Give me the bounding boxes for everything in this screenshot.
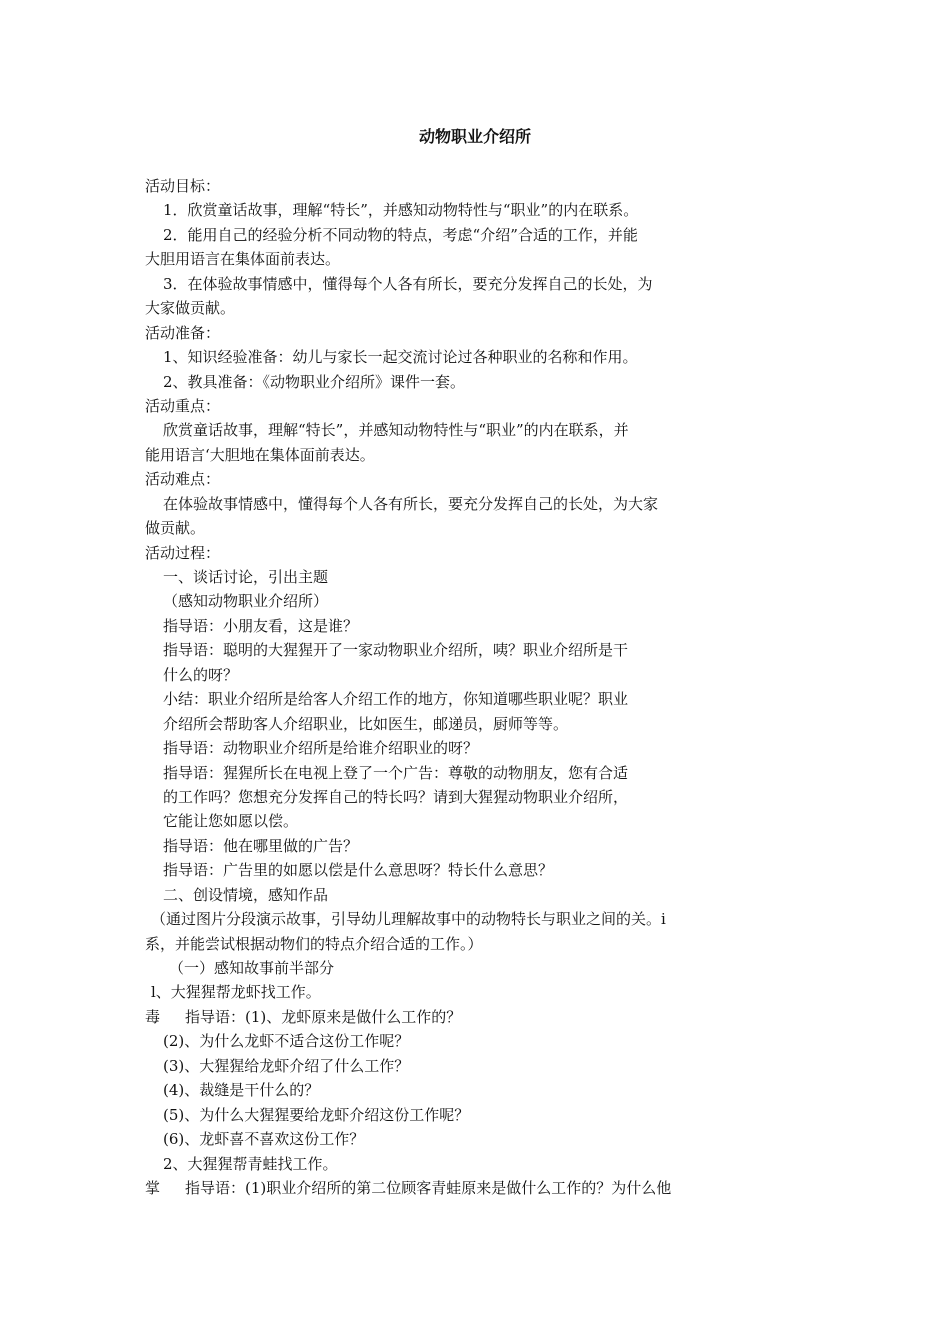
margin-mark: 掌	[145, 1178, 161, 1197]
text-line: (2)、为什么龙虾不适合这份工作呢？	[163, 1032, 410, 1051]
text-line: 什么的呀？	[163, 665, 239, 684]
text-line: 1．欣赏童话故事，理解“特长”，并感知动物特性与“职业”的内在联系。	[163, 201, 639, 220]
text-line: (4)、裁缝是干什么的？	[163, 1081, 320, 1100]
margin-mark: 毒	[145, 1007, 161, 1026]
line-text: 指导语：(1)职业介绍所的第二位顾客青蛙原来是做什么工作的？为什么他	[185, 1178, 672, 1197]
text-line: 二、创设情境，感知作品	[163, 885, 329, 904]
text-line	[145, 1176, 805, 1200]
text-line: 在体验故事情感中，懂得每个人各有所长，要充分发挥自己的长处，为大家	[163, 494, 659, 513]
text-line: (5)、为什么大猩猩要给龙虾介绍这份工作呢？	[163, 1105, 470, 1124]
text-line: 活动过程：	[145, 543, 221, 562]
text-line: 活动准备：	[145, 323, 221, 342]
text-line: （感知动物职业介绍所）	[163, 592, 329, 611]
text-line: 指导语：广告里的如愿以偿是什么意思呀？特长什么意思？	[163, 861, 554, 880]
text-line: 做贡献。	[145, 519, 206, 538]
text-line: 活动难点：	[145, 470, 221, 489]
text-line: 大家做贡献。	[145, 299, 236, 318]
text-line: 系，并能尝试根据动物们的特点介绍合适的工作。）	[145, 934, 483, 953]
document-body	[145, 174, 805, 1200]
text-line: (3)、大猩猩给龙虾介绍了什么工作？	[163, 1056, 410, 1075]
text-line: 活动目标：	[145, 177, 221, 195]
text-line: 2、教具准备：《动物职业介绍所》课件一套。	[163, 372, 466, 391]
document-title: 动物职业介绍所	[418, 127, 531, 146]
text-line: l、大猩猩帮龙虾找工作。	[151, 983, 321, 1002]
text-line	[145, 1005, 805, 1029]
text-line: 介绍所会帮助客人介绍职业，比如医生，邮递员，厨师等等。	[163, 714, 569, 733]
text-line: 指导语：动物职业介绍所是给谁介绍职业的呀？	[163, 739, 479, 758]
text-line: 1、知识经验准备：幼儿与家长一起交流讨论过各种职业的名称和作用。	[163, 348, 638, 367]
text-line: 它能让您如愿以偿。	[163, 812, 299, 831]
text-line: 能用语言‘大胆地在集体面前表达。	[145, 445, 375, 464]
text-line: 2．能用自己的经验分析不同动物的特点，考虑“介绍”合适的工作，并能	[163, 225, 638, 244]
text-line: 的工作吗？您想充分发挥自己的特长吗？请到大猩猩动物职业介绍所，	[163, 787, 629, 806]
line-text: 指导语：(1)、龙虾原来是做什么工作的？	[185, 1007, 462, 1026]
text-line: 3．在体验故事情感中，懂得每个人各有所长，要充分发挥自己的长处，为	[163, 274, 653, 293]
text-line: 小结：职业介绍所是给客人介绍工作的地方，你知道哪些职业呢？职业	[163, 690, 629, 709]
text-line: 指导语：猩猩所长在电视上登了一个广告：尊敬的动物朋友，您有合适	[163, 763, 629, 782]
text-line: 一、谈话讨论，引出主题	[163, 568, 329, 586]
text-line: 大胆用语言在集体面前表达。	[145, 250, 341, 269]
text-line: 指导语：小朋友看，这是谁？	[163, 616, 359, 635]
text-line: 指导语：聪明的大猩猩开了一家动物职业介绍所，咦？职业介绍所是干	[163, 641, 629, 660]
text-line: 活动重点：	[145, 396, 221, 415]
text-line: 欣赏童话故事，理解“特长”，并感知动物特性与“职业”的内在联系，并	[163, 421, 629, 440]
text-line: (6)、龙虾喜不喜欢这份工作？	[163, 1130, 365, 1149]
text-line: 2、大猩猩帮青蛙找工作。	[163, 1154, 338, 1173]
text-line: （通过图片分段演示故事，引导幼儿理解故事中的动物特长与职业之间的关。i	[151, 910, 666, 929]
text-line: （一）感知故事前半部分	[169, 959, 335, 977]
text-line: 指导语：他在哪里做的广告？	[163, 836, 359, 855]
